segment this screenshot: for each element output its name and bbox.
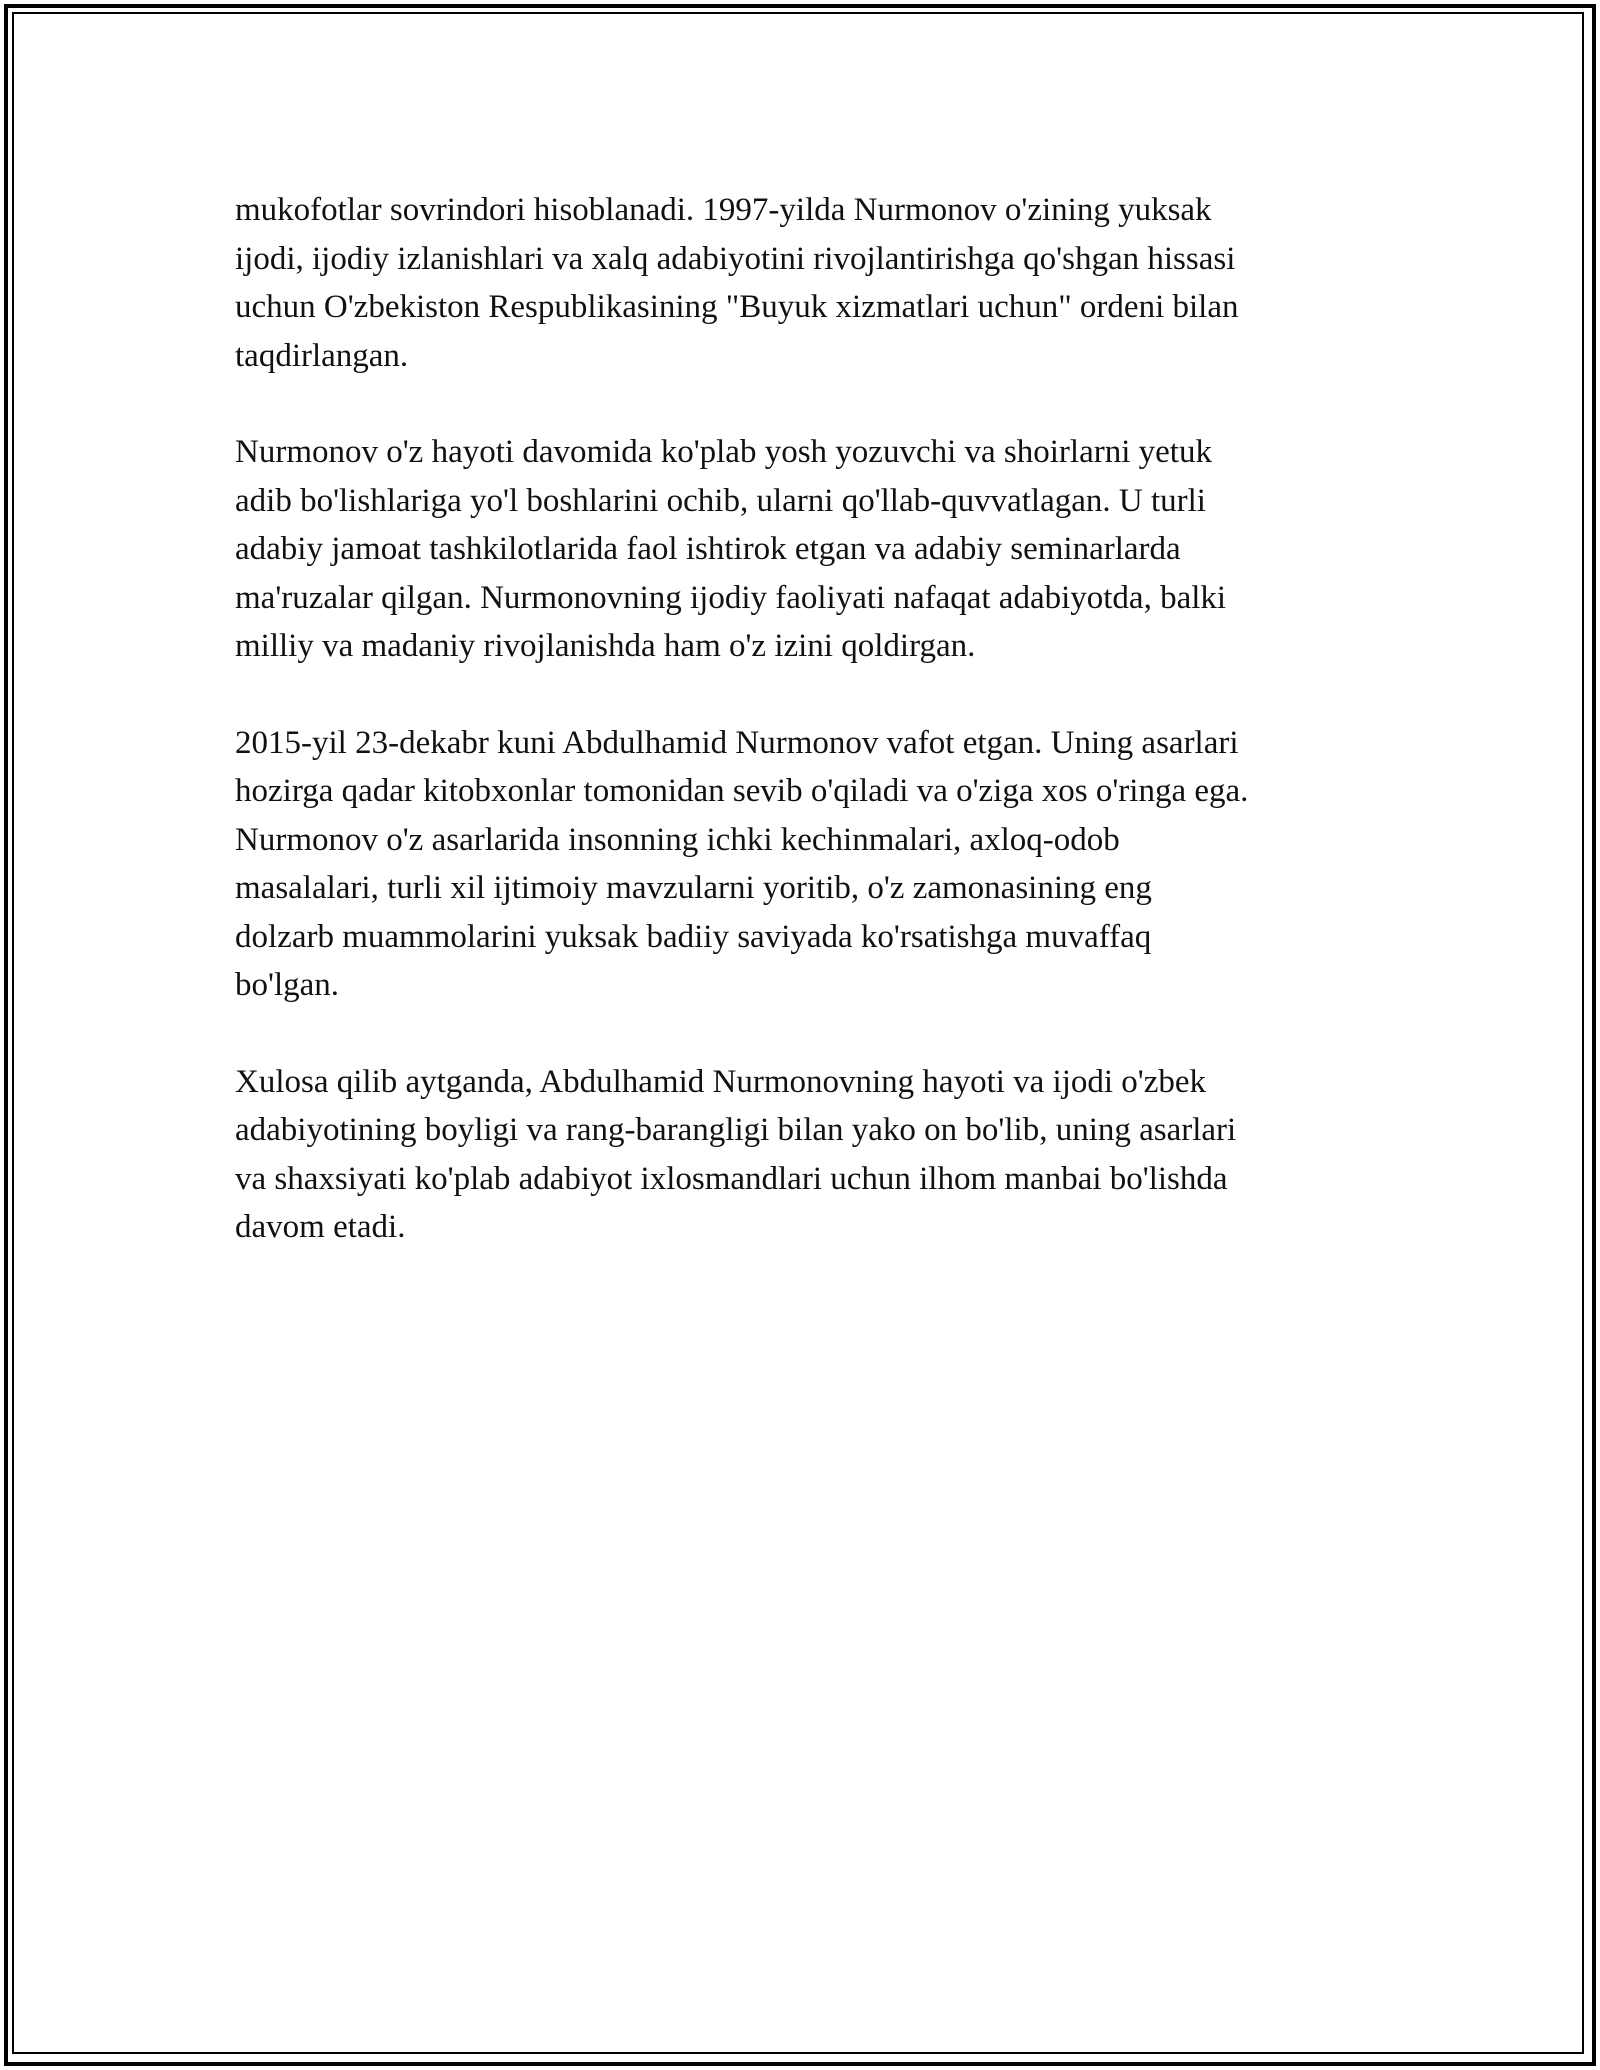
paragraph-2 <box>235 428 1395 671</box>
text-line: dolzarb muammolarini yuksak badiiy saviyada ko'rsatishga muvaffaq <box>235 918 1152 955</box>
text-line: Nurmonov o'z hayoti davomida ko'plab yosh yozuvchi va shoirlarni yetuk <box>235 434 1212 470</box>
text-line: Xulosa qilib aytganda, Abdulhamid Nurmonovning hayoti va ijodi o'zbek <box>235 1063 1207 1100</box>
text-line: adabiyotining boyligi va rang-barangligi bilan yako on bo'lib, uning asarlari <box>235 1112 1237 1148</box>
text-line: va shaxsiyati ko'plab adabiyot ixlosmandlari uchun ilhom manbai bo'lishda <box>235 1160 1228 1197</box>
text-line: milliy va madaniy rivojlanishda ham o'z izini qoldirgan. <box>235 628 976 664</box>
text-line: adib bo'lishlariga yo'l boshlarini ochib, ularni qo'llab-quvvatlagan. U turli <box>235 482 1206 519</box>
text-line: taqdirlangan. <box>235 337 409 374</box>
text-line: bo'lgan. <box>235 967 340 1003</box>
text-line: davom etadi. <box>235 1209 406 1245</box>
text-line: Nurmonov o'z asarlarida insonning ichki kechinmalari, axloq-odob <box>235 821 1120 858</box>
text-line: ma'ruzalar qilgan. Nurmonovning ijodiy faoliyati nafaqat adabiyotda, balki <box>235 579 1227 616</box>
text-line: uchun O'zbekiston Respublikasining "Buyuk xizmatlari uchun" ordeni bilan <box>235 289 1239 325</box>
text-line: 2015-yil 23-dekabr kuni Abdulhamid Nurmonov vafot etgan. Uning asarlari <box>235 724 1239 761</box>
text-line: mukofotlar sovrindori hisoblanadi. 1997-yilda Nurmonov o'zining yuksak <box>235 192 1212 228</box>
text-line: ijodi, ijodiy izlanishlari va xalq adabiyotini rivojlantirishga qo'shgan hissasi <box>235 240 1236 277</box>
text-line: hozirga qadar kitobxonlar tomonidan sevib o'qiladi va o'ziga xos o'ringa ega. <box>235 773 1249 809</box>
paragraph-3 <box>235 719 1395 1010</box>
text-line: masalalari, turli xil ijtimoiy mavzularni yoritib, o'z zamonasining eng <box>235 870 1152 906</box>
paragraph-1 <box>235 186 1395 380</box>
document-body <box>235 186 1395 1300</box>
text-line: adabiy jamoat tashkilotlarida faol ishtirok etgan va adabiy seminarlarda <box>235 531 1181 567</box>
paragraph-4 <box>235 1058 1395 1252</box>
